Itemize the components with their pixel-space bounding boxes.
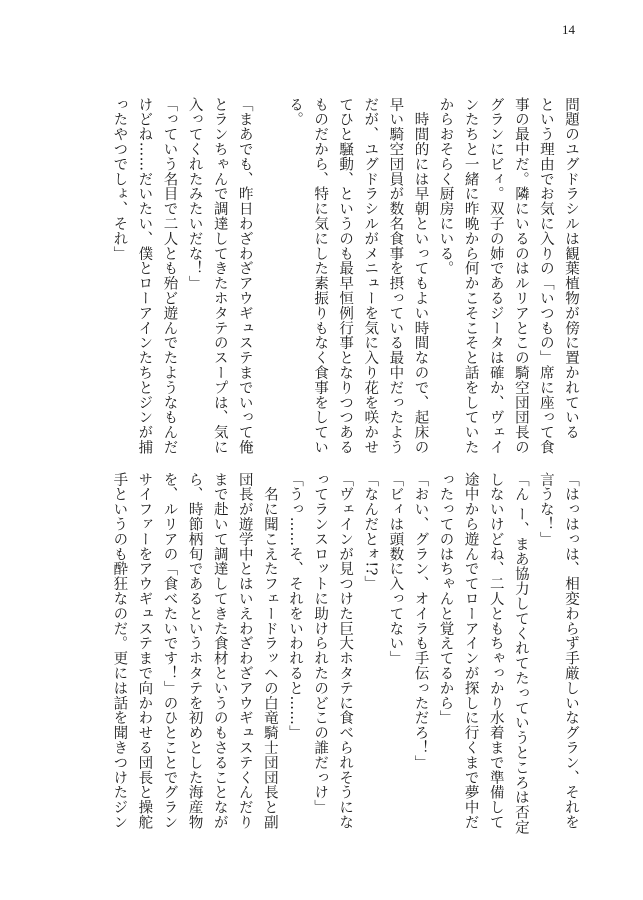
text-line: ものだから、特に気にした素振りもなく食事をしてい [312, 97, 329, 455]
text-line: 「うっ……そ、それをいわれると……」 [286, 472, 303, 741]
text-line: 「おい、グラン、オイラも手伝っただろ！」 [412, 472, 429, 770]
text-line: 手というのも酔狂なのだ。更には話を聞きつけたジン [111, 472, 128, 830]
text-line: 「なんだとォ!?」 [362, 472, 379, 591]
text-line: だが、ユグドラシルがメニューを気に入り花を咲かせ [362, 97, 379, 455]
text-block-lower [83, 472, 583, 842]
text-line: 言うな！」 [537, 472, 554, 547]
text-line: けどね……だいたい、僕とローアインたちとジンが捕 [136, 97, 153, 455]
text-line: まで赴いて調達してきた食材というのもさることなが [211, 472, 228, 830]
text-line: サイファーをアウギュステまで向かわせる団長と操舵 [136, 472, 153, 830]
text-line: という理由でお気に入りの「いつもの」席に座って食 [537, 97, 554, 455]
text-line: とランちゃんで調達してきたホタテのスープは、気に [211, 97, 228, 455]
text-line: る。 [286, 97, 303, 127]
text-line: を、ルリアの「食べたいです！」のひとことでグラン [161, 472, 178, 830]
text-line: 「ヴェインが見つけた巨大ホタテに食べられそうにな [337, 472, 354, 830]
text-line: 「まあでも、昨日わざわざアウギュステまでいって俺 [236, 97, 253, 455]
text-line: 「はっはっは、相変わらず手厳しいなグラン、それを [563, 472, 579, 830]
text-line: しないけどね、二人ともちゃっかり水着まで準備して [487, 472, 504, 830]
text-line: グランにビィ。双子の姉であるジータは確か、ヴェイ [487, 97, 504, 455]
text-line: 事の最中だ。隣にいるのはルリアとこの騎空団団長の [512, 97, 529, 455]
text-line: 団長が遊学中とはいえわざわざアウギュステくんだり [236, 472, 253, 830]
text-block-upper [83, 97, 583, 467]
text-line: 「ん ー、まあ協力してくれてたっていうところは否定 [512, 472, 529, 835]
text-line: 早い騎空団員が数名食事を摂っている最中だったよう [387, 97, 404, 455]
text-line: 入ってくれたみたいだな！」 [186, 97, 203, 291]
text-line [257, 97, 282, 467]
text-line: 問題のユグドラシルは観葉植物が傍に置かれている [563, 97, 579, 440]
page-number: 14 [562, 22, 575, 37]
text-line: ってランスロットに助けられたのどこの誰だっけ」 [312, 472, 329, 815]
text-line: ったってのはちゃんと覚えてるから」 [437, 472, 454, 726]
text-line: 名に聞こえたフェードラッヘの白竜騎士団団長と副 [261, 472, 278, 830]
text-line: ったやつでしょ、それ」 [111, 97, 128, 261]
text-line: ら、時節柄旬であるというホタテを初めとした海産物 [186, 472, 203, 830]
text-line: 「ビィは頭数に入ってない」 [387, 472, 404, 666]
text-line: てひと騒動、というのも最早恒例行事となりつつある [337, 97, 354, 455]
text-line: ンたちと一緒に昨晩から何かこそこそと話をしていた [462, 97, 479, 455]
text-line: からおそらく厨房にいる。 [437, 97, 454, 276]
text-line: 「っていう名目で二人とも殆ど遊んでたようなもんだ [161, 97, 178, 455]
text-line: 時間的には早朝といってもよい時間なので、起床の [412, 97, 429, 455]
text-line: 途中から遊んでてローアインが探しに行くまで夢中だ [462, 472, 479, 830]
